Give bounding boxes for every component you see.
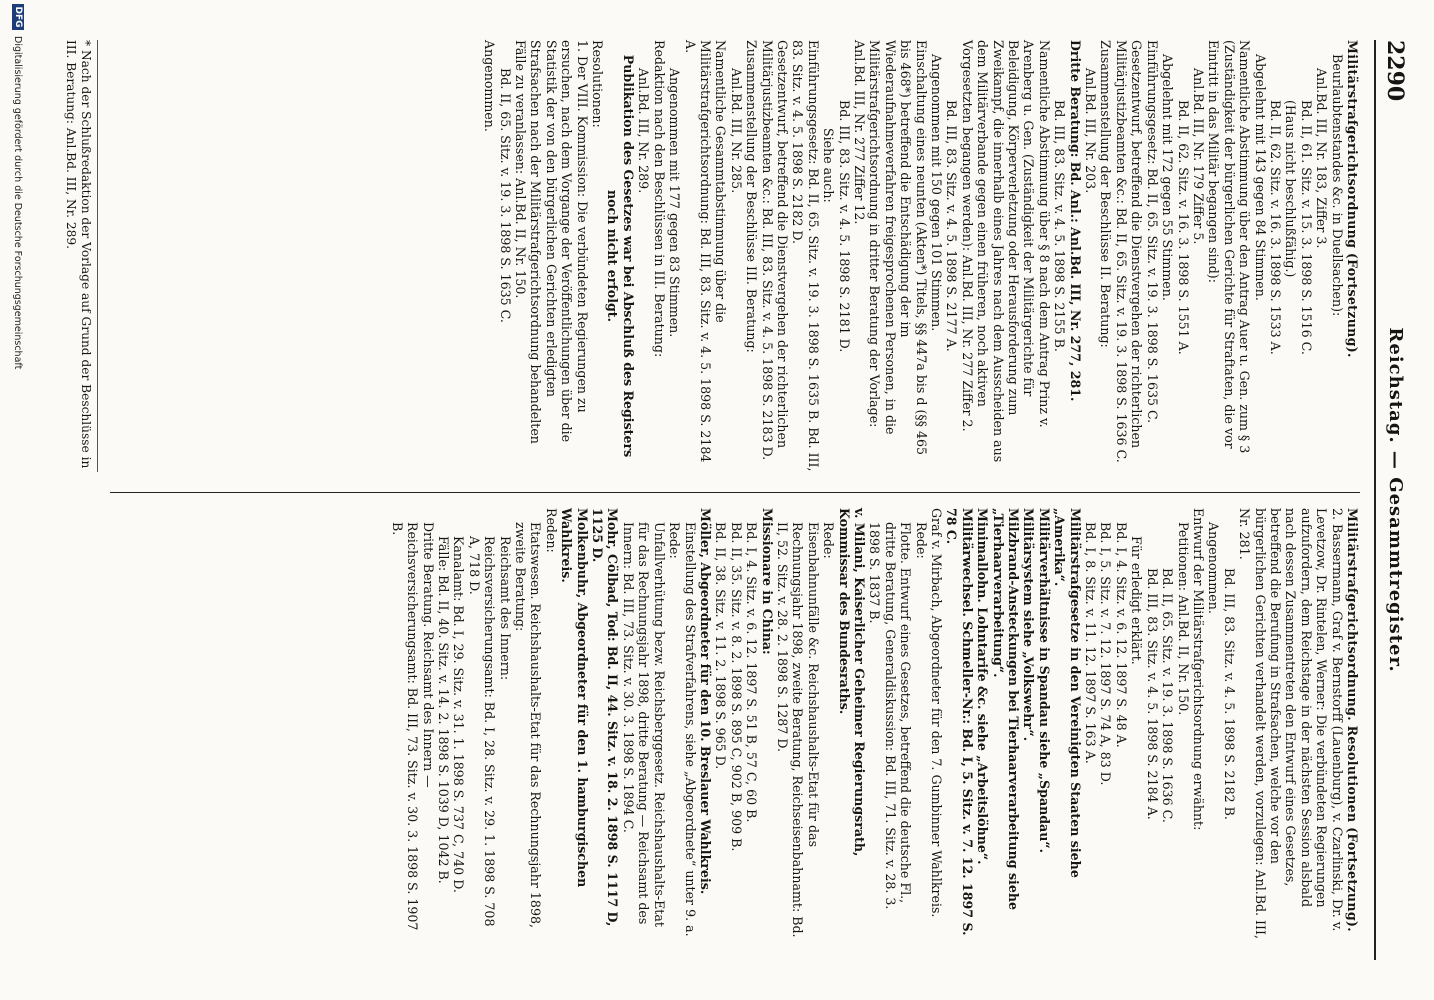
- column-divider: [110, 492, 1360, 493]
- index-entry: Petitionen: Anl.Bd. II, Nr. 150.: [1175, 522, 1191, 716]
- index-entry: Graf v. Mirbach, Abgeordneter für den 7. Gumbinner Wahlkreis.: [929, 508, 945, 918]
- index-entry: Mohr, Cölbad, Tod: Bd. II, 44. Sitz. v. 18. 2. 1898 S. 1117 D, 1125 D.: [590, 508, 621, 927]
- index-entry: Gesetzentwurf, betreffend die Dienstvergehen der richterlichen Militärjustizbeamten &c.: Bd. II, 65. Sitz. v. 19. 3. 1898 S. 1636 C.: [1113, 40, 1145, 463]
- index-entry: Angenommen mit 177 gegen 83 Stimmen.: [667, 68, 683, 338]
- index-entry: Missionare in China:: [759, 508, 775, 655]
- index-entry: Resolutionen:: [590, 40, 606, 128]
- index-entry: Bd. III, 83. Sitz. v. 4. 5. 1898 S. 2155 B.: [1052, 100, 1068, 352]
- footnote: * Nach der Schlußredaktion der Vorlage auf Grund der Beschlüsse in III. Beratung: Anl.Bd. III, Nr. 289.: [63, 40, 98, 472]
- index-entry: Militärstrafgerichtsordnung (Fortsetzung).: [1345, 40, 1360, 358]
- index-entry: Bd. III, 83. Sitz. v. 4. 5. 1898 S. 2177 A.: [944, 100, 960, 352]
- index-entry: 1. Der VIII. Kommission: Die verbündeten Regierungen zu ersuchen, nach dem Vorgange der Veröffentlichungen über die Statistik der von den bürgerlichen Gerichten erledigten Strafsachen nach der Militärstrafgerichtsordnung behandelten Fälle zu veranlassen: Anl.Bd. II, Nr. 150.: [513, 40, 590, 444]
- index-entry: (Haus nicht beschlußfähig.): [1283, 100, 1299, 278]
- index-entry: Bd. I, 8. Sitz. v. 11. 12. 1897 S. 163 A.: [1083, 522, 1099, 764]
- index-entry: Bd. II, 35. Sitz. v. 8. 2. 1898 S. 895 C, 902 B, 909 B.: [728, 522, 744, 852]
- index-entry: Bd. I, 5. Sitz. v. 7. 12. 1897 S. 74 A, 83 D.: [1098, 522, 1114, 786]
- index-entry: Reden:: [543, 508, 559, 553]
- index-entry: Flotte. Entwurf eines Gesetzes, betreffend die deutsche Fl., dritte Beratung, Generaldiskussion: Bd. III, 71. Sitz. v. 28. 3. 1898 S. 1837 B.: [867, 522, 914, 910]
- index-entry: Einstellung des Strafverfahrens, siehe „Abgeordnete“ unter 9. a.: [682, 522, 698, 937]
- index-entry: Einführungsgesetz: Bd. II, 65. Sitz. v. 19. 3. 1898 S. 1635 B. Bd. III, 83. Sitz. v. 4. 5. 1898 S. 2182 D.: [790, 40, 821, 472]
- index-entry: Reichsamt des Innern:: [497, 536, 513, 681]
- left-column: [110, 40, 1360, 472]
- index-entry: Rede:: [913, 522, 929, 559]
- credit-text: Digitalisierung gefördert durch die Deutsche Forschungsgemeinschaft: [12, 36, 23, 370]
- index-entry: Bd. I, 4. Sitz. v. 6. 12. 1897 S. 48 A.: [1113, 522, 1129, 748]
- index-entry: Milzbrand-Ansteckungen bei Tierhaarverarbeitung siehe „Tierhaarverarbeitung“.: [990, 508, 1022, 911]
- index-entry: Eisenbahnunfälle &c. Reichshaushalts-Etat für das Rechnungsjahr 1898, zweite Beratung, Reichseisenbahnamt: Bd. II, 52. Sitz. v. 28. 2. 1898 S. 1287 D.: [774, 522, 821, 938]
- index-entry: Angenommen mit 150 gegen 101 Stimmen.: [929, 54, 945, 332]
- right-column: [110, 508, 1360, 940]
- index-entry: Fälle: Bd. II, 40. Sitz. v. 14. 2. 1898 S. 1039 D, 1042 B.: [436, 536, 452, 884]
- page-number: 2290: [1382, 40, 1408, 102]
- index-entry: Zusammenstellung der Beschlüsse II. Beratung:: [1098, 40, 1114, 348]
- index-entry: Anl.Bd. III, Nr. 285.: [728, 68, 744, 194]
- index-entry: Beurlaubtenstandes &c. in Duellsachen):: [1329, 54, 1345, 317]
- page-header: [1374, 40, 1408, 960]
- index-entry: Reichsversicherungsamt: Bd. I, 28. Sitz. v. 29. 1. 1898 S. 708 A, 718 D.: [466, 536, 498, 927]
- index-entry: Möller, Abgeordneter für den 10. Breslauer Wahlkreis.: [697, 508, 713, 895]
- index-entry: Unfallverhütung bezw. Reichsberggesetz. Reichshaushalts-Etat für das Rechnungsjahr 1898, dritte Beratung — Reichsamt des Innern: Bd. III, 73. Sitz. v. 30. 3. 1898 S. 1894 C.: [620, 522, 667, 927]
- index-entry: Namentliche Gesammtabstimmung über die Militärstrafgerichtsordnung: Bd. III, 83. Sitz. v. 4. 5. 1898 S. 2184 A.: [682, 40, 729, 463]
- index-entry: Rede:: [821, 522, 837, 559]
- index-entry: Bd. II, 61. Sitz. v. 15. 3. 1898 S. 1516 C.: [1298, 100, 1314, 355]
- index-entry: Bd. III, 83. Sitz. v. 4. 5. 1898 S. 2184 A.: [1144, 568, 1160, 820]
- index-entry: v. Milani, Kaiserlicher Geheimer Regierungsrath, Kommissar des Bundesraths.: [836, 508, 867, 857]
- index-entry: Anl.Bd. III, Nr. 179 Ziffer 5.: [1190, 68, 1206, 245]
- index-entry: Namentliche Abstimmung über § 8 nach dem Antrag Prinz v. Arenberg u. Gen. (Zuständigkeit der Militärgerichte für Beleidigung, Körperverletzung oder Herausforderung zum Zweikampf, die innerhalb eines Jahres nach dem Ausscheiden aus dem Militärverbande gegen einen früheren, noch aktiven Vorgesetzten begangen werden): Anl.Bd. III, Nr. 277 Ziffer 2.: [959, 40, 1052, 463]
- index-entry: Einschaltung eines neunten (Akten*) Titels, §§ 447a bis d (§§ 465 bis 468*) betreffend die Entschädigung der im Wiederaufnahmeverfahren freigesprochenen Personen, in die Militärstrafgerichtsordnung in dritter Beratung der Vorlage: Anl.Bd. III, Nr. 277 Ziffer 12.: [852, 40, 929, 455]
- index-entry: Anl.Bd. III, Nr. 183, Ziffer 3.: [1314, 68, 1330, 249]
- index-entry: Minimallohn. Lohntarife &c. siehe „Arbeitslöhne“.: [975, 508, 991, 865]
- index-entry: Bd. III, 83. Sitz. v. 4. 5. 1898 S. 2181 D.: [836, 100, 852, 353]
- index-entry: Redaktion nach den Beschlüssen in III. Beratung:: [651, 40, 667, 358]
- index-entry: Für erledigt erklärt.: [1129, 536, 1145, 665]
- index-entry: Militärwechsel. Schmeller-Nr.: Bd. I, 5. Sitz. v. 7. 12. 1897 S. 78 C.: [944, 508, 975, 936]
- index-entry: Molkenbuhr, Abgeordneter für den 1. hamburgischen Wahlkreis.: [559, 508, 590, 888]
- index-entry: Siehe auch:: [821, 128, 837, 203]
- index-entry: Bd. II, 38. Sitz. v. 11. 2. 1898 S. 965 D.: [713, 522, 729, 770]
- index-entry: Gesetzentwurf, betreffend die Dienstvergehen der richterlichen Militärjustizbeamten &c.: Bd. III, 83. Sitz. v. 4. 5. 1898 S. 2183 D.: [759, 40, 790, 461]
- index-entry: Zusammenstellung der Beschlüsse III. Beratung:: [744, 40, 760, 353]
- digitization-credit: [6, 0, 30, 1000]
- index-entry: Einführungsgesetz: Bd. II, 65. Sitz. v. 19. 3. 1898 S. 1635 C.: [1144, 40, 1160, 424]
- index-entry: Bd. II, 65. Sitz. v. 19. 3. 1898 S. 1636 C.: [1160, 568, 1176, 823]
- dfg-logo: DFG: [12, 4, 24, 30]
- running-title: Reichstag. — Gesammtregister.: [1385, 327, 1406, 673]
- index-entry: Abgelehnt mit 172 gegen 55 Stimmen.: [1160, 54, 1176, 301]
- index-entry: Angenommen.: [1206, 522, 1222, 614]
- index-entry: Rede:: [667, 522, 683, 559]
- index-entry: Bd. II, 62. Sitz. v. 16. 3. 1898 S. 1551 A.: [1175, 100, 1191, 355]
- index-entry: Anl.Bd. III, Nr. 289.: [636, 68, 652, 194]
- index-entry: Kanalamt: Bd. I, 29. Sitz. v. 31. 1. 1898 S. 737 C, 740 D.: [451, 536, 467, 893]
- index-entry: Bd. II, 62. Sitz. v. 16. 3. 1898 S. 1533 A.: [1267, 100, 1283, 355]
- index-entry: Anl.Bd. III, Nr. 203.: [1083, 68, 1099, 194]
- index-entry: Etatswesen. Reichshaushalts-Etat für das Rechnungsjahr 1898, zweite Beratung:: [513, 522, 544, 928]
- index-entry: Bd. II, 65. Sitz. v. 19. 3. 1898 S. 1635 C.: [497, 68, 513, 323]
- index-entry: Militärstrafgesetze in den Vereinigten Staaten siehe „Amerika“.: [1052, 508, 1083, 878]
- index-entry: Angenommen.: [482, 40, 498, 132]
- index-entry: Bd. I, 4. Sitz. v. 6. 12. 1897 S. 51 B, 57 C, 60 B.: [744, 522, 760, 823]
- index-entry: Dritte Beratung. Reichsamt des Innern — Reichsversicherungsamt: Bd. III, 73. Sitz. v. 30. 3. 1898 S. 1907 B.: [389, 522, 436, 931]
- index-entry: Militärsystem siehe „Volkswehr“.: [1021, 508, 1037, 742]
- index-entry: Militärstrafgerichtsordnung. Resolutionen (Fortsetzung).: [1345, 508, 1360, 932]
- index-entry: Dritte Beratung: Bd. Anl.: Anl.Bd. III, Nr. 277, 281.: [1067, 40, 1083, 402]
- index-entry: Entwurf der Militärstrafgerichtsordnung erwähnt:: [1190, 508, 1206, 831]
- index-entry: Militärverhältnisse in Spandau siehe „Spandau“.: [1036, 508, 1052, 854]
- index-entry: Publikation des Gesetzes war bei Abschluß des Registers noch nicht erfolgt.: [605, 54, 636, 458]
- index-entry: Abgelehnt mit 143 gegen 84 Stimmen.: [1252, 54, 1268, 301]
- index-entry: Bd. III, 83. Sitz. v. 4. 5. 1898 S. 2182 B.: [1221, 568, 1237, 820]
- index-entry: Namentliche Abstimmung über den Antrag Auer u. Gen. zum § 3 (Zuständigkeit der bürgerlichen Gerichte für Straftaten, die vor Eintritt in das Militär begangen sind):: [1206, 40, 1253, 454]
- index-entry: 2. Bassermann, Graf v. Bernstorff (Lauenburg), v. Czarlinski, Dr. v. Levetzow, Dr. Rintelen, Werner: Die verbündeten Regierungen aufzufordern, dem Reichstage in der nächsten Session alsbald nach dessen Zusammentreten den Entwurf eines Gesetzes, betreffend die Berufung in Strafsachen, welche vor den bürgerlichen Gerichten verhandelt werden, vorzulegen: Anl.Bd. III, Nr. 281.: [1237, 508, 1345, 939]
